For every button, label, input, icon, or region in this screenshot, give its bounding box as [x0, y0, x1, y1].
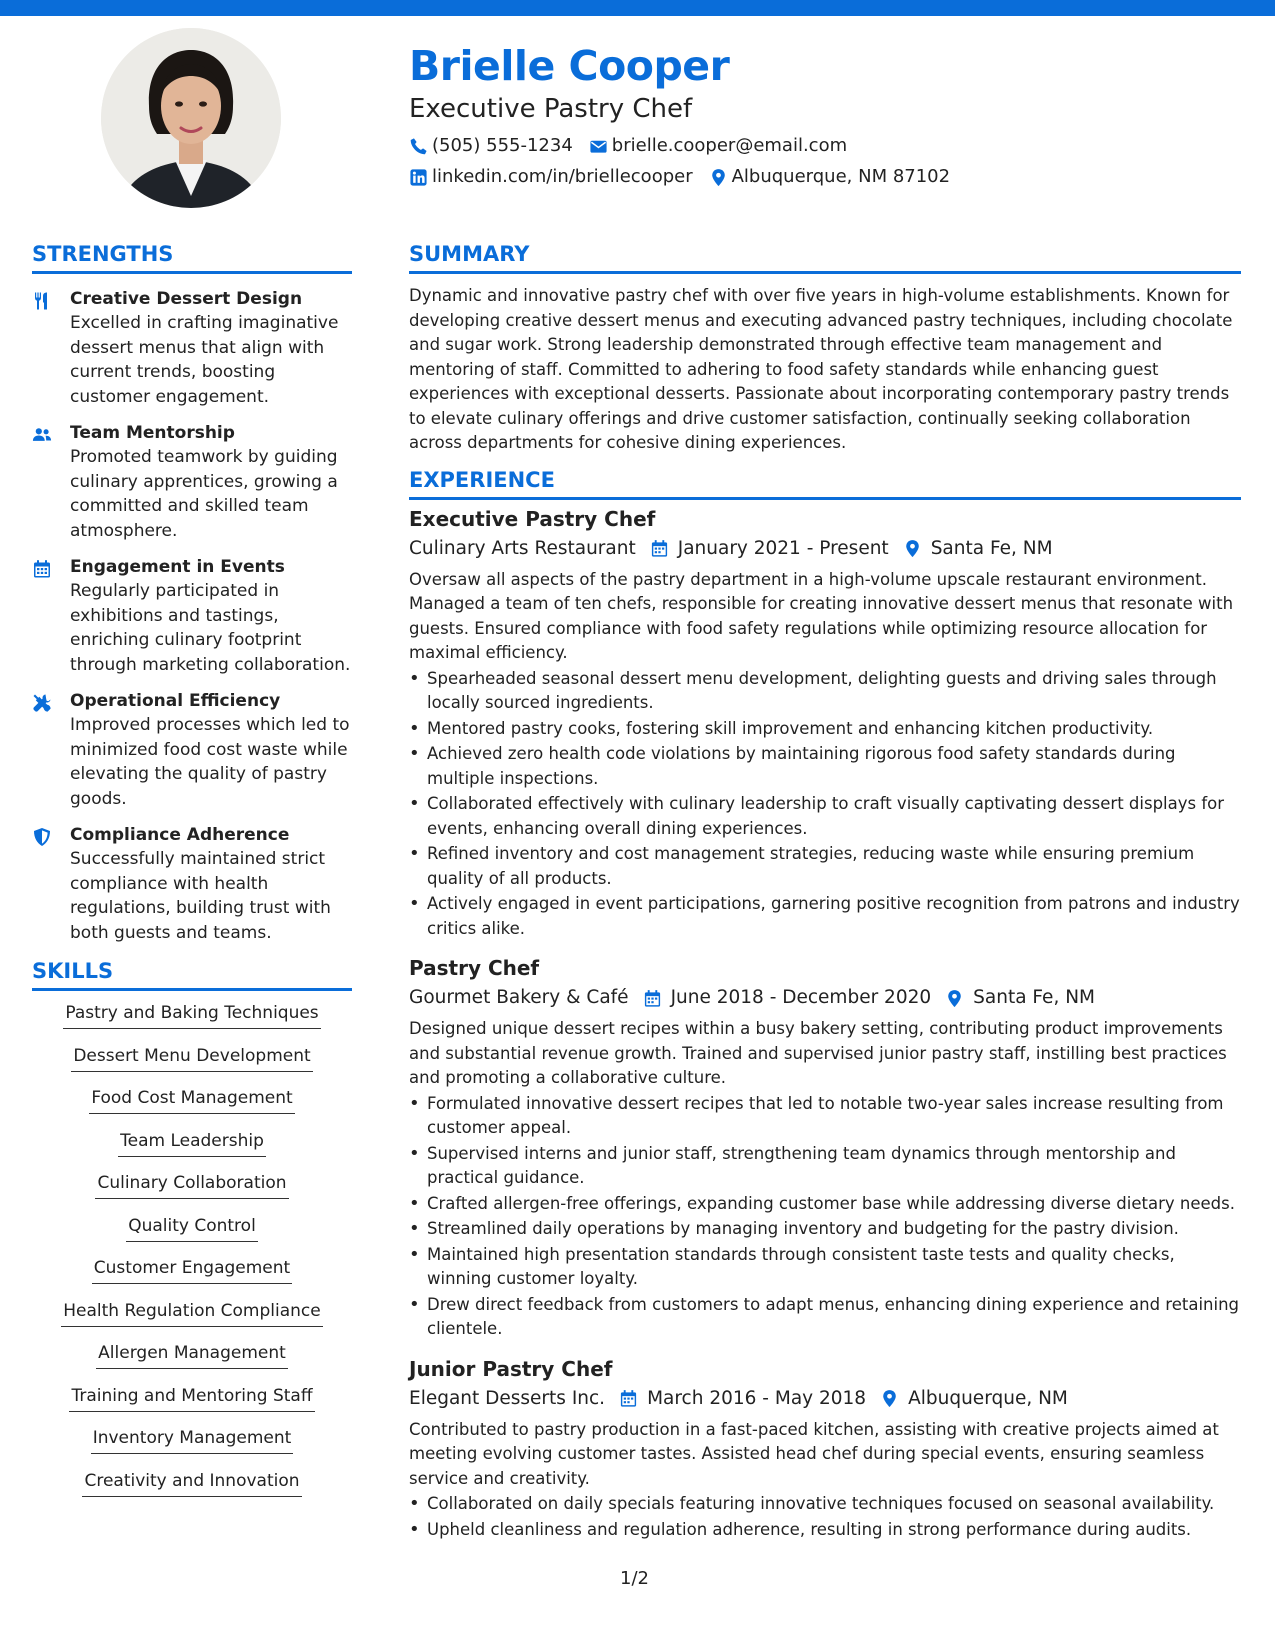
job-title: Executive Pastry Chef — [409, 506, 656, 531]
job-bullet: • Achieved zero health code violations by maintaining rigorous food safety standards during multiple inspections. — [409, 742, 1241, 791]
job-description: Designed unique dessert recipes within a busy bakery setting, contributing product improvements and substantial revenue growth. Trained and supervised junior pastry staff, instilling best practices and promoting a collaborative culture. — [409, 1019, 1227, 1087]
strength-item — [32, 555, 352, 677]
contact-row-1 — [409, 134, 1249, 158]
linkedin-contact — [409, 165, 693, 189]
job-bullet: • Actively engaged in event participations, garnering positive recognition from patrons and industry critics alike. — [409, 892, 1241, 941]
email-text[interactable]: brielle.cooper@email.com — [611, 135, 848, 156]
candidate-name: Brielle Cooper — [409, 42, 730, 90]
top-accent-bar — [0, 0, 1275, 16]
strength-title: Creative Dessert Design — [70, 289, 303, 309]
job-meta — [409, 1384, 1241, 1414]
contact-row-2 — [409, 165, 1249, 189]
job-bullets — [409, 1492, 1241, 1542]
strength-title: Team Mentorship — [70, 423, 235, 443]
skill-item: Quality Control — [32, 1214, 352, 1242]
skill-item: Creativity and Innovation — [32, 1469, 352, 1497]
job-bullet: • Refined inventory and cost management strategies, reducing waste while ensuring premium quality of all products. — [409, 842, 1241, 891]
summary-text: Dynamic and innovative pastry chef with over five years in high-volume establishments. Known for developing creative dessert menus and executing advanced pastry techniques, including chocolate and sugar work. Strong leadership demonstrated through effective team management and mentoring of staff. Committed to adhering to food safety standards while enhancing guest experiences with exceptional desserts. Passionate about incorporating contemporary pastry trends to elevate culinary offerings and drive customer satisfaction, continually seeking collaboration across departments for cohesive dining experiences. — [409, 286, 1233, 452]
users-icon — [32, 425, 52, 445]
job-location-wrap — [903, 534, 1053, 564]
strengths-list — [32, 284, 352, 945]
portrait-illustration — [101, 28, 281, 208]
job-company: Gourmet Bakery & Café — [409, 987, 629, 1008]
map-pin-icon — [945, 989, 964, 1008]
calendar-icon — [643, 989, 662, 1008]
job-entry — [409, 504, 1241, 942]
email-contact — [589, 134, 847, 158]
utensils-icon — [32, 291, 52, 311]
job-bullet: • Formulated innovative dessert recipes that led to notable two-year sales increase resulting from customer appeal. — [409, 1092, 1241, 1141]
envelope-icon — [589, 137, 608, 156]
job-bullet: • Collaborated effectively with culinary leadership to craft visually captivating dessert displays for events, enhancing overall dining experiences. — [409, 792, 1241, 841]
job-bullet: • Collaborated on daily specials featuring innovative techniques focused on seasonal availability. — [409, 1492, 1241, 1517]
calendar-icon — [32, 559, 52, 579]
job-location-wrap — [880, 1384, 1068, 1414]
phone-text[interactable]: (505) 555-1234 — [432, 135, 573, 156]
resume-header — [409, 40, 1249, 189]
job-location: Santa Fe, NM — [973, 987, 1096, 1008]
experience-heading: EXPERIENCE — [409, 466, 1241, 500]
job-bullets — [409, 667, 1241, 942]
skill-item: Allergen Management — [32, 1341, 352, 1369]
phone-icon — [409, 137, 428, 156]
skill-item: Pastry and Baking Techniques — [32, 1001, 352, 1029]
left-column — [32, 240, 352, 1511]
candidate-role: Executive Pastry Chef — [409, 94, 693, 124]
strength-item — [32, 823, 352, 945]
strength-item — [32, 421, 352, 543]
job-entry — [409, 1354, 1241, 1543]
job-company: Elegant Desserts Inc. — [409, 1387, 606, 1409]
map-pin-icon — [880, 1389, 899, 1408]
job-bullet: • Streamlined daily operations by managing inventory and budgeting for the pastry division. — [409, 1217, 1241, 1242]
job-bullet: • Drew direct feedback from customers to adapt menus, enhancing dining experience and retaining clientele. — [409, 1293, 1241, 1342]
job-bullet: • Spearheaded seasonal dessert menu development, delighting guests and driving sales through locally sourced ingredients. — [409, 667, 1241, 716]
shield-icon — [32, 827, 52, 847]
strength-title: Operational Efficiency — [70, 691, 281, 711]
job-bullets — [409, 1092, 1241, 1342]
skill-item: Training and Mentoring Staff — [32, 1384, 352, 1412]
job-bullet: • Supervised interns and junior staff, strengthening team dynamics through mentorship and practical guidance. — [409, 1142, 1241, 1191]
right-column — [409, 240, 1241, 1554]
job-dates-wrap — [643, 983, 932, 1013]
job-dates: March 2016 - May 2018 — [647, 1387, 867, 1409]
strength-description: Promoted teamwork by guiding culinary apprentices, growing a committed and skilled team atmosphere. — [70, 447, 338, 541]
job-entry — [409, 953, 1241, 1342]
strength-description: Excelled in crafting imaginative dessert menus that align with current trends, boosting customer engagement. — [70, 313, 339, 407]
skill-item: Culinary Collaboration — [32, 1171, 352, 1199]
skill-item: Food Cost Management — [32, 1086, 352, 1114]
location-contact — [709, 165, 950, 189]
strength-description: Improved processes which led to minimized food cost waste while elevating the quality of pastry goods. — [70, 715, 350, 809]
strength-item — [32, 689, 352, 811]
job-title: Pastry Chef — [409, 956, 540, 980]
job-bullet: • Maintained high presentation standards through consistent taste tests and quality checks, winning customer loyalty. — [409, 1243, 1241, 1292]
skill-item: Customer Engagement — [32, 1256, 352, 1284]
page-number: 1/2 — [620, 1568, 649, 1589]
job-bullet: • Upheld cleanliness and regulation adherence, resulting in strong performance during audits. — [409, 1518, 1241, 1543]
skill-item: Health Regulation Compliance — [32, 1299, 352, 1327]
summary-heading: SUMMARY — [409, 240, 1241, 274]
phone-contact — [409, 134, 573, 158]
strengths-heading: STRENGTHS — [32, 240, 352, 274]
map-pin-icon — [709, 168, 728, 187]
job-location: Santa Fe, NM — [930, 537, 1053, 559]
job-meta — [409, 983, 1241, 1013]
job-location-wrap — [945, 983, 1095, 1013]
skill-item: Inventory Management — [32, 1426, 352, 1454]
strength-description: Successfully maintained strict compliance with health regulations, building trust with both guests and teams. — [70, 849, 331, 943]
map-pin-icon — [903, 539, 922, 558]
skills-list — [32, 1001, 352, 1497]
job-dates-wrap — [619, 1384, 866, 1414]
profile-photo — [101, 28, 281, 208]
location-text: Albuquerque, NM 87102 — [731, 166, 951, 187]
job-title: Junior Pastry Chef — [409, 1356, 613, 1381]
job-dates: January 2021 - Present — [677, 537, 889, 559]
strength-description: Regularly participated in exhibitions and tastings, enriching culinary footprint through marketing collaboration. — [70, 581, 351, 675]
calendar-icon — [619, 1389, 638, 1408]
skill-item: Dessert Menu Development — [32, 1044, 352, 1072]
strength-title: Engagement in Events — [70, 557, 285, 577]
skill-item: Team Leadership — [32, 1129, 352, 1157]
strength-item — [32, 287, 352, 409]
job-location: Albuquerque, NM — [908, 1387, 1068, 1409]
job-meta — [409, 534, 1241, 564]
calendar-icon — [650, 539, 669, 558]
tools-icon — [32, 693, 52, 713]
linkedin-icon — [409, 168, 428, 187]
job-description: Contributed to pastry production in a fast-paced kitchen, assisting with creative projects aimed at meeting evolving customer tastes. Assisted head chef during special events, ensuring seamless service and creativity. — [409, 1419, 1219, 1488]
job-bullet: • Mentored pastry cooks, fostering skill improvement and enhancing kitchen productivity. — [409, 717, 1241, 742]
job-bullet: • Crafted allergen-free offerings, expanding customer base while addressing diverse dietary needs. — [409, 1192, 1241, 1217]
skills-heading: SKILLS — [32, 957, 352, 991]
job-dates-wrap — [650, 534, 889, 564]
strength-title: Compliance Adherence — [70, 825, 290, 845]
job-dates: June 2018 - December 2020 — [670, 987, 932, 1008]
job-company: Culinary Arts Restaurant — [409, 537, 636, 559]
job-description: Oversaw all aspects of the pastry department in a high-volume upscale restaurant environment. Managed a team of ten chefs, responsible for creating innovative dessert menus that resonate with guests. Ensured compliance with food safety regulations while optimizing resource allocation for maximal efficiency. — [409, 569, 1234, 662]
linkedin-text[interactable]: linkedin.com/in/briellecooper — [432, 166, 693, 187]
